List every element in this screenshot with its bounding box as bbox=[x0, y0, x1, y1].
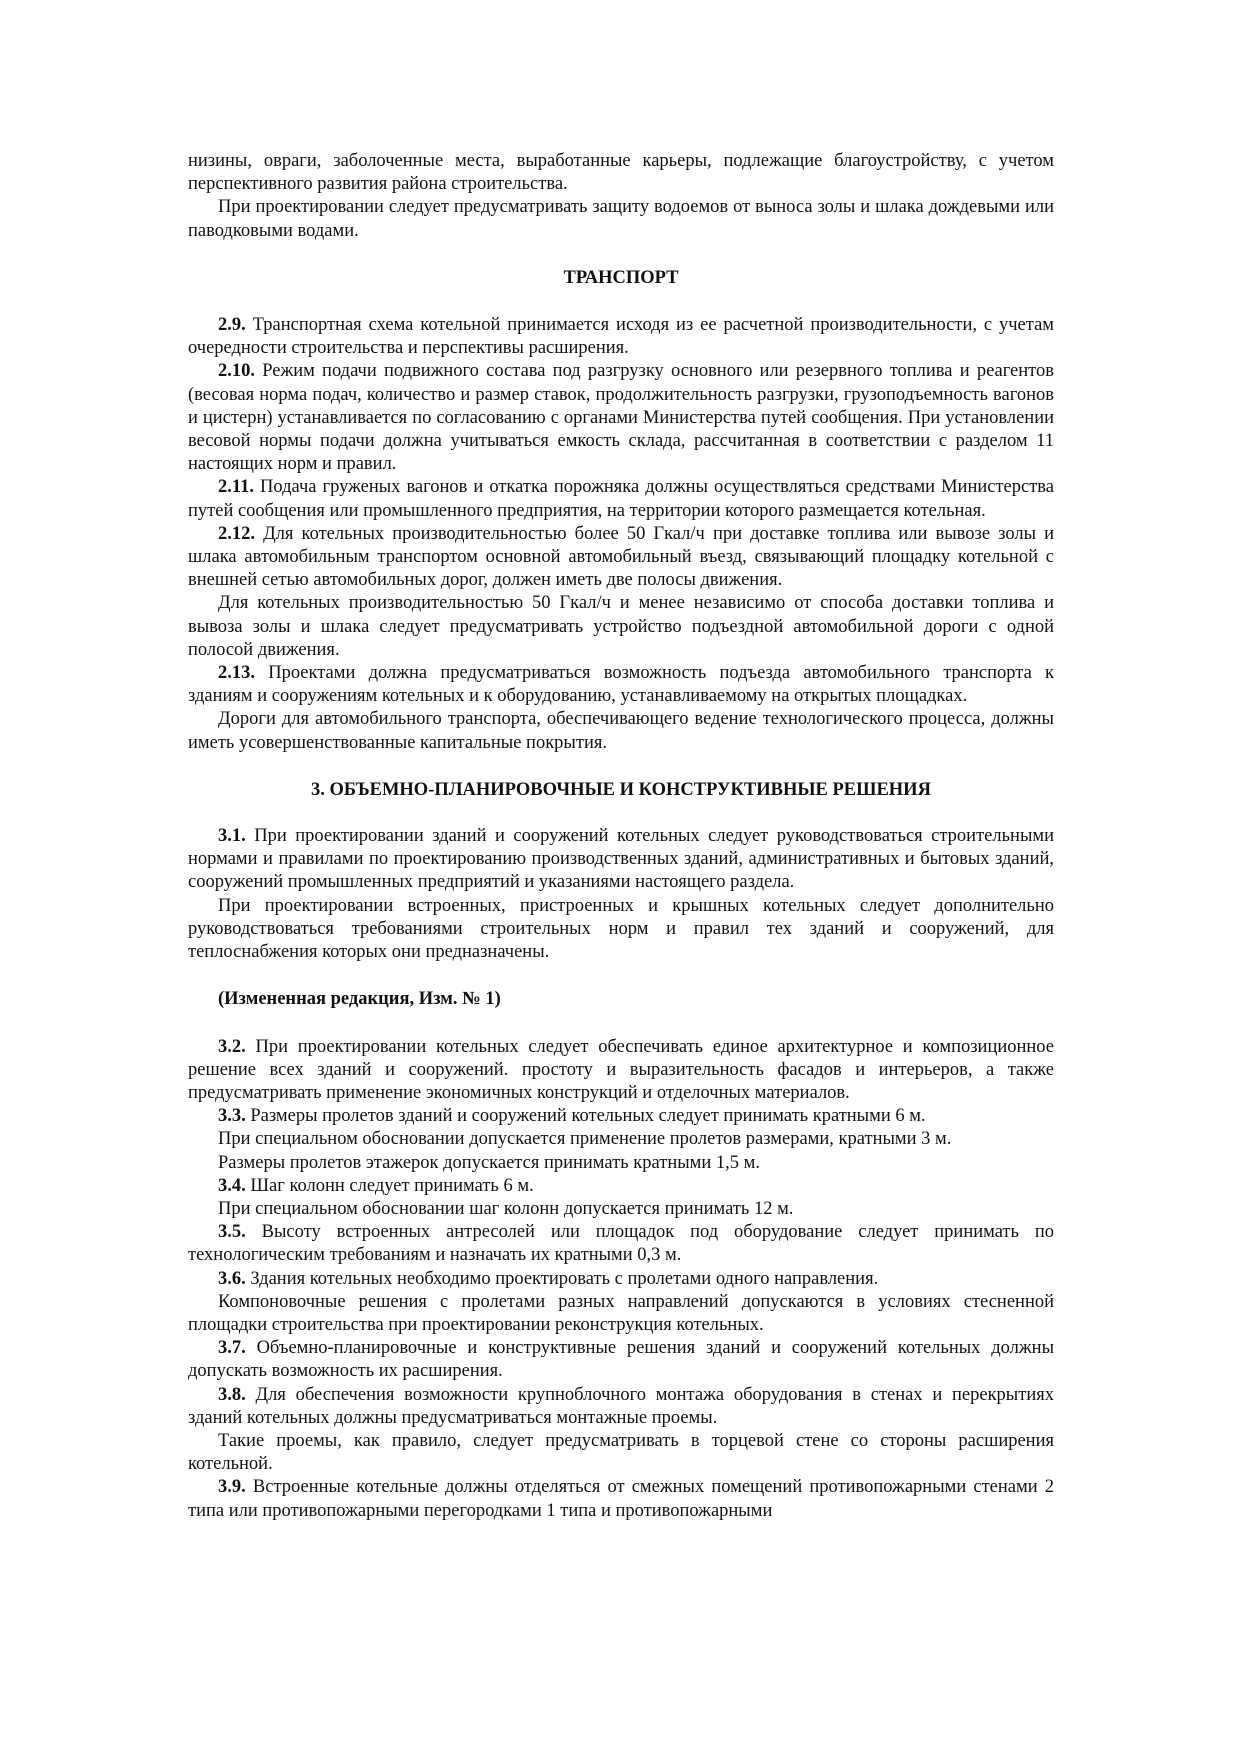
clause-text: Объемно-планировочные и конструктивные решения зданий и сооружений котельных должны допускать возможность их расширения. bbox=[188, 1338, 1054, 1382]
clause-number: 2.11. bbox=[218, 477, 254, 498]
section-heading-3: 3. ОБЪЕМНО-ПЛАНИРОВОЧНЫЕ И КОНСТРУКТИВНЫЕ РЕШЕНИЯ bbox=[311, 779, 931, 800]
clause-number: 3.2. bbox=[218, 1036, 246, 1057]
clause-text: Встроенные котельные должны отделяться от смежных помещений противопожарными стенами 2 типа или противопожарными перегородками 1 типа и противопожарными bbox=[188, 1477, 1054, 1521]
clause-number: 3.6. bbox=[218, 1268, 246, 1289]
clause-2-11 bbox=[188, 476, 1054, 522]
clause-text: Здания котельных необходимо проектировать с пролетами одного направления. bbox=[245, 1268, 879, 1289]
clause-text: Шаг колонн следует принимать 6 м. bbox=[245, 1175, 534, 1196]
clause-3-8 bbox=[188, 1384, 1054, 1430]
clause-3-2 bbox=[188, 1036, 1054, 1106]
clause-3-5 bbox=[188, 1221, 1054, 1267]
paragraph: При проектировании встроенных, пристроенных и крышных котельных следует дополнительно руководствоваться требованиями строительных норм и правил тех зданий и сооружений, для теплоснабжения которых они предназначены. bbox=[188, 895, 1054, 963]
clause-3-3 bbox=[188, 1105, 1054, 1128]
clause-number: 2.13. bbox=[218, 663, 255, 684]
clause-3-4 bbox=[188, 1175, 1054, 1198]
clause-number: 2.10. bbox=[218, 361, 255, 382]
clause-number: 3.4. bbox=[218, 1175, 246, 1196]
clause-number: 3.8. bbox=[218, 1384, 246, 1405]
paragraph: Компоновочные решения с пролетами разных направлений допускаются в условиях стесненной площадки строительства при проектировании реконструкция котельных. bbox=[188, 1291, 1054, 1335]
clause-number: 3.5. bbox=[218, 1222, 246, 1243]
amendment-note: (Измененная редакция, Изм. № 1) bbox=[218, 989, 501, 1010]
clause-number: 3.9. bbox=[218, 1477, 246, 1498]
clause-text: При проектировании котельных следует обеспечивать единое архитектурное и композиционное решение всех зданий и сооружений. простоту и выразительность фасадов и интерьеров, а также предусматривать применение экономичных конструкций и отделочных материалов. bbox=[188, 1036, 1054, 1103]
section-heading-transport: ТРАНСПОРТ bbox=[563, 267, 679, 288]
clause-3-9 bbox=[188, 1476, 1054, 1522]
clause-text: Размеры пролетов зданий и сооружений котельных следует принимать кратными 6 м. bbox=[245, 1106, 926, 1127]
clause-3-1 bbox=[188, 825, 1054, 895]
document-page bbox=[188, 150, 1054, 1523]
paragraph: При специальном обосновании шаг колонн допускается принимать 12 м. bbox=[218, 1198, 794, 1219]
clause-2-9 bbox=[188, 314, 1054, 360]
clause-text: Транспортная схема котельной принимается исходя из ее расчетной производительности, с учетам очередности строительства и перспективы расширения. bbox=[188, 315, 1054, 359]
clause-text: Проектами должна предусматриваться возможность подъезда автомобильного транспорта к зданиям и сооружениям котельных и к оборудованию, устанавливаемому на открытых площадках. bbox=[188, 663, 1054, 707]
clause-number: 3.7. bbox=[218, 1338, 246, 1359]
clause-text: Для обеспечения возможности крупноблочного монтажа оборудования в стенах и перекрытиях зданий котельных должны предусматриваться монтажные проемы. bbox=[188, 1384, 1054, 1428]
clause-2-10 bbox=[188, 360, 1054, 476]
clause-2-13 bbox=[188, 662, 1054, 708]
clause-number: 2.12. bbox=[218, 523, 255, 544]
clause-text: Для котельных производительностью более 50 Гкал/ч при доставке топлива или вывозе золы и шлака автомобильным транспортом основной автомобильный въезд, связывающий площадку котельной с внешней сетью автомобильных дорог, должен иметь две полосы движения. bbox=[188, 523, 1054, 591]
clause-3-7 bbox=[188, 1337, 1054, 1383]
clause-2-12 bbox=[188, 523, 1054, 593]
clause-text: При проектировании зданий и сооружений котельных следует руководствоваться строительными нормами и правилами по проектированию производственных зданий, административных и бытовых зданий, сооружений промышленных предприятий и указаниями настоящего раздела. bbox=[188, 826, 1054, 893]
clause-number: 3.1. bbox=[218, 826, 246, 847]
clause-text: Режим подачи подвижного состава под разгрузку основного или резервного топлива и реагентов (весовая норма подач, количество и размер ставок, продолжительность разгрузки, грузоподъемность вагонов и цистерн) устанавливается по согласованию с органами Министерства путей сообщения. При установлении весовой нормы подачи должна учитываться емкость склада, рассчитанная в соответствии с разделом 11 настоящих норм и правил. bbox=[188, 361, 1054, 475]
paragraph: Для котельных производительностью 50 Гкал/ч и менее независимо от способа доставки топлива и вывоза золы и шлака следует предусматривать устройство подъездной автомобильной дороги с одной полосой движения. bbox=[188, 593, 1054, 660]
clause-text: Подача груженых вагонов и откатка порожняка должны осуществляться средствами Министерства путей сообщения или промышленного предприятия, на территории которого размещается котельная. bbox=[188, 477, 1054, 521]
paragraph: Дороги для автомобильного транспорта, обеспечивающего ведение технологического процесса, должны иметь усовершенствованные капитальные покрытия. bbox=[188, 709, 1054, 753]
paragraph: При специальном обосновании допускается применение пролетов размерами, кратными 3 м. bbox=[218, 1129, 952, 1150]
clause-number: 2.9. bbox=[218, 315, 246, 336]
paragraph: При проектировании следует предусматривать защиту водоемов от выноса золы и шлака дождевыми или паводковыми водами. bbox=[188, 197, 1054, 241]
paragraph: низины, овраги, заболоченные места, выработанные карьеры, подлежащие благоустройству, с учетом перспективного развития района строительства. bbox=[188, 151, 1054, 195]
clause-number: 3.3. bbox=[218, 1106, 246, 1127]
clause-text: Высоту встроенных антресолей или площадок под оборудование следует принимать по технологическим требованиям и назначать их кратными 0,3 м. bbox=[188, 1222, 1054, 1266]
paragraph: Размеры пролетов этажерок допускается принимать кратными 1,5 м. bbox=[218, 1152, 760, 1173]
paragraph: Такие проемы, как правило, следует предусматривать в торцевой стене со стороны расширения котельной. bbox=[188, 1430, 1054, 1475]
clause-3-6 bbox=[188, 1268, 1054, 1291]
